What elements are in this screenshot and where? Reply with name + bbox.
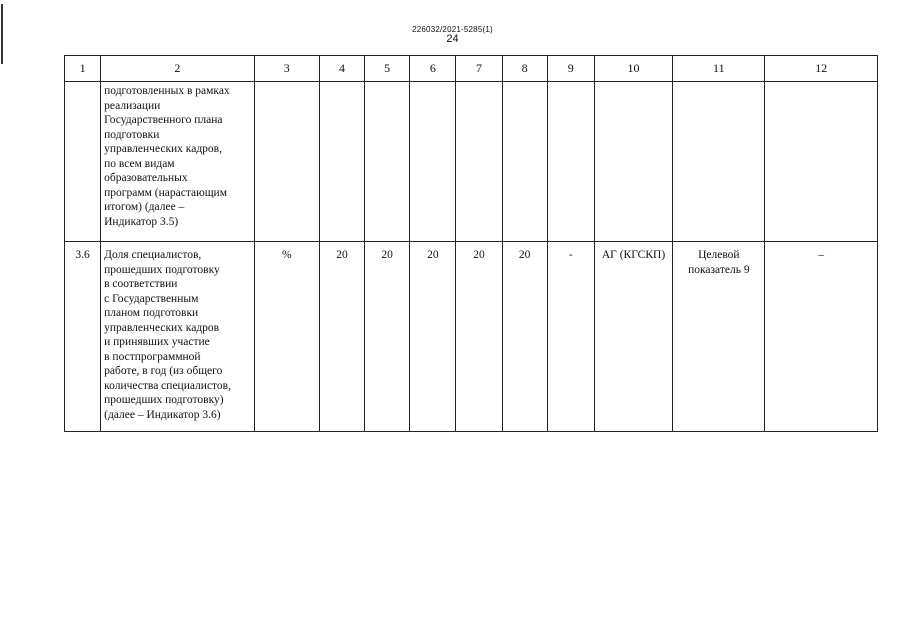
note-cell <box>765 242 878 432</box>
table-row <box>65 242 878 432</box>
year-value: 20 <box>336 249 348 261</box>
indicator-name-line: прошедших подготовку) <box>104 394 224 406</box>
indicators-table <box>64 55 878 432</box>
row-number <box>65 82 100 90</box>
target-cell <box>673 242 765 432</box>
indicator-name-line: и принявших участие <box>104 336 210 348</box>
row-number: 3.6 <box>75 249 90 261</box>
indicator-name-line: управленческих кадров <box>104 321 220 334</box>
target-value: Целевой показатель 9 <box>688 249 750 276</box>
source-cell <box>594 242 672 432</box>
indicator-name-line: (далее – Индикатор 3.6) <box>104 408 221 421</box>
unit-cell <box>254 82 319 242</box>
column-header: 9 <box>547 56 594 82</box>
indicator-name-line: Государственного плана <box>104 114 223 126</box>
value-cell <box>547 242 594 432</box>
note-cell <box>765 82 878 242</box>
indicator-name-line: реализации <box>104 99 161 112</box>
value-cell <box>365 82 410 242</box>
indicator-name-line: программ (нарастающим <box>104 186 227 199</box>
indicator-name-line: прошедших подготовку <box>104 263 220 276</box>
column-header: 2 <box>101 56 255 82</box>
row-number-cell <box>65 82 101 242</box>
unit-value: % <box>282 249 292 261</box>
year-value: - <box>568 249 573 261</box>
year-value: 20 <box>381 249 393 261</box>
indicator-name-line: работе, в год (из общего <box>104 365 223 377</box>
table-header-row <box>65 56 878 82</box>
page-number: 24 <box>446 33 459 45</box>
column-header: 4 <box>319 56 364 82</box>
indicator-name-line: количества специалистов, <box>104 379 231 392</box>
value-cell <box>502 82 547 242</box>
indicator-name-line: Индикатор 3.5) <box>104 215 179 228</box>
document-id: 226032/2021-5285(1) <box>412 25 493 34</box>
indicator-name-line: Доля специалистов, <box>104 249 202 261</box>
indicator-name-line: в постпрограммной <box>104 350 201 363</box>
row-number-cell <box>65 242 101 432</box>
year-value: 20 <box>518 249 531 261</box>
column-header: 12 <box>765 56 878 82</box>
value-cell <box>456 82 502 242</box>
column-header: 8 <box>502 56 547 82</box>
year-value: 20 <box>427 249 439 261</box>
indicator-name <box>101 82 254 231</box>
column-header: 5 <box>365 56 410 82</box>
note-value: – <box>818 249 825 261</box>
column-header: 7 <box>456 56 502 82</box>
table-row <box>65 82 878 242</box>
source-value: АГ (КГСКП) <box>601 249 666 261</box>
value-cell <box>456 242 502 432</box>
column-header: 11 <box>673 56 765 82</box>
value-cell <box>319 82 364 242</box>
column-header: 3 <box>254 56 319 82</box>
value-cell <box>410 242 456 432</box>
indicator-name-cell <box>101 242 255 432</box>
indicator-name-line: с Государственным <box>104 292 199 305</box>
indicator-name-line: подготовки <box>104 128 160 141</box>
target-cell <box>673 82 765 242</box>
value-cell <box>410 82 456 242</box>
unit-cell <box>254 242 319 432</box>
indicator-name-cell <box>101 82 255 242</box>
indicator-name-line: образовательных <box>104 172 188 184</box>
value-cell <box>502 242 547 432</box>
column-header: 1 <box>65 56 101 82</box>
indicator-name-line: итогом) (далее – <box>104 201 185 213</box>
indicator-name <box>101 242 254 424</box>
year-value: 20 <box>473 249 485 261</box>
value-cell <box>319 242 364 432</box>
source-cell <box>594 82 672 242</box>
indicator-name-line: по всем видам <box>104 157 175 170</box>
indicator-name-line: подготовленных в рамках <box>104 85 230 97</box>
column-header: 10 <box>594 56 672 82</box>
indicator-name-line: в соответствии <box>104 278 178 290</box>
column-header: 6 <box>410 56 456 82</box>
indicator-name-line: планом подготовки <box>104 307 199 319</box>
value-cell <box>547 82 594 242</box>
value-cell <box>365 242 410 432</box>
indicator-name-line: управленческих кадров, <box>104 143 222 155</box>
